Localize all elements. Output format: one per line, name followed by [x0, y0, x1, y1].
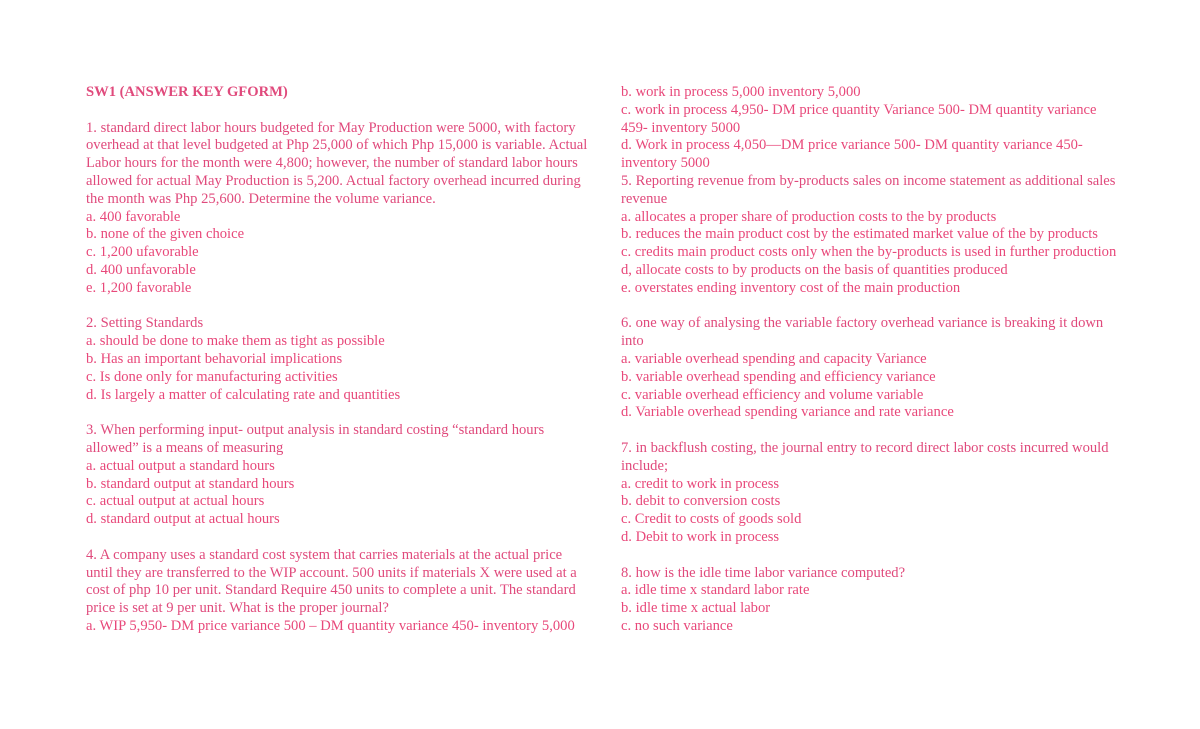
spacer — [86, 298, 586, 316]
question-1-option-b: b. none of the given choice — [86, 226, 245, 243]
question-1-stem-line: Labor hours for the month were 4,800; however, the number of standard labor hours — [86, 155, 578, 172]
question-2-stem-line: 2. Setting Standards — [86, 315, 204, 332]
question-6-option-d: d. Variable overhead spending variance and rate variance — [621, 404, 954, 421]
question-5-option-c: c. credits main product costs only when the by-products is used in further production — [621, 244, 1117, 261]
question-7 — [621, 440, 1121, 547]
question-7-option-a: a. credit to work in process — [621, 475, 780, 492]
spacer — [86, 102, 586, 120]
question-4-stem-line: until they are transferred to the WIP account. 500 units if materials X were used at a — [86, 564, 577, 581]
question-6-stem-line: into — [621, 333, 644, 350]
question-4-option-d-cont: inventory 5000 — [621, 155, 710, 172]
question-2-option-c: c. Is done only for manufacturing activities — [86, 368, 338, 385]
question-1-stem-line: 1. standard direct labor hours budgeted for May Production were 5000, with factory — [86, 119, 576, 136]
question-4-option-d: d. Work in process 4,050—DM price variance 500- DM quantity variance 450- — [621, 137, 1083, 154]
question-5-stem-line: revenue — [621, 190, 668, 207]
question-2 — [86, 315, 586, 404]
question-5-option-a: a. allocates a proper share of production costs to the by products — [621, 208, 997, 225]
question-1-stem-line: overhead at that level budgeted at Php 25,000 of which Php 15,000 is variable. Actual — [86, 137, 588, 154]
question-1-option-c: c. 1,200 ufavorable — [86, 244, 199, 261]
question-1-stem-line: the month was Php 25,600. Determine the volume variance. — [86, 190, 436, 207]
question-3-option-d: d. standard output at actual hours — [86, 511, 280, 528]
question-4-option-a: a. WIP 5,950- DM price variance 500 – DM quantity variance 450- inventory 5,000 — [86, 617, 575, 634]
question-1-option-e: e. 1,200 favorable — [86, 279, 192, 296]
question-2-option-b: b. Has an important behavorial implications — [86, 350, 343, 367]
question-5-stem-line: 5. Reporting revenue from by-products sales on income statement as additional sales — [621, 172, 1116, 189]
spacer — [621, 298, 1121, 316]
question-3-option-c: c. actual output at actual hours — [86, 493, 265, 510]
question-7-stem-line: include; — [621, 457, 669, 474]
right-column — [621, 84, 1121, 636]
question-5 — [621, 173, 1121, 298]
question-7-stem-line: 7. in backflush costing, the journal entry to record direct labor costs incurred would — [621, 439, 1109, 456]
question-5-option-e: e. overstates ending inventory cost of the main production — [621, 279, 961, 296]
question-8-option-c: c. no such variance — [621, 617, 733, 634]
question-3-option-a: a. actual output a standard hours — [86, 457, 275, 474]
question-6 — [621, 315, 1121, 422]
question-5-option-b: b. reduces the main product cost by the estimated market value of the by products — [621, 226, 1098, 243]
left-column — [86, 84, 586, 636]
question-2-option-d: d. Is largely a matter of calculating rate and quantities — [86, 386, 401, 403]
question-4-stem-line: 4. A company uses a standard cost system that carries materials at the actual price — [86, 546, 563, 563]
question-3 — [86, 422, 586, 529]
question-1-option-d: d. 400 unfavorable — [86, 261, 196, 278]
question-1-stem-line: allowed for actual May Production is 5,200. Actual factory overhead incurred during — [86, 172, 581, 189]
question-4 — [86, 547, 586, 636]
question-3-stem-line: 3. When performing input- output analysis in standard costing “standard hours — [86, 422, 545, 439]
question-4-continued — [621, 84, 1121, 173]
question-4-stem-line: cost of php 10 per unit. Standard Require 450 units to complete a unit. The standard — [86, 582, 576, 599]
question-8-stem-line: 8. how is the idle time labor variance computed? — [621, 564, 906, 581]
question-7-option-d: d. Debit to work in process — [621, 528, 780, 545]
question-7-option-b: b. debit to conversion costs — [621, 493, 781, 510]
question-1 — [86, 120, 586, 298]
question-5-option-d: d, allocate costs to by products on the basis of quantities produced — [621, 261, 1008, 278]
question-3-stem-line: allowed” is a means of measuring — [86, 439, 284, 456]
spacer — [86, 529, 586, 547]
spacer — [86, 404, 586, 422]
question-4-option-c: c. work in process 4,950- DM price quantity Variance 500- DM quantity variance — [621, 101, 1097, 118]
question-6-stem-line: 6. one way of analysing the variable factory overhead variance is breaking it down — [621, 315, 1104, 332]
question-8-option-b: b. idle time x actual labor — [621, 600, 771, 617]
question-8-option-a: a. idle time x standard labor rate — [621, 582, 810, 599]
question-4-stem-line: price is set at 9 per unit. What is the proper journal? — [86, 600, 389, 617]
question-6-option-a: a. variable overhead spending and capacity Variance — [621, 350, 927, 367]
question-1-option-a: a. 400 favorable — [86, 208, 181, 225]
question-3-option-b: b. standard output at standard hours — [86, 475, 295, 492]
question-4-option-c-cont: 459- inventory 5000 — [621, 119, 741, 136]
question-4-option-b: b. work in process 5,000 inventory 5,000 — [621, 84, 861, 100]
spacer — [621, 547, 1121, 565]
question-6-option-b: b. variable overhead spending and efficiency variance — [621, 368, 936, 385]
question-2-option-a: a. should be done to make them as tight as possible — [86, 333, 385, 350]
question-7-option-c: c. Credit to costs of goods sold — [621, 511, 802, 528]
question-6-option-c: c. variable overhead efficiency and volume variable — [621, 386, 924, 403]
document-title: SW1 (ANSWER KEY GFORM) — [86, 84, 288, 100]
question-8 — [621, 565, 1121, 636]
spacer — [621, 422, 1121, 440]
